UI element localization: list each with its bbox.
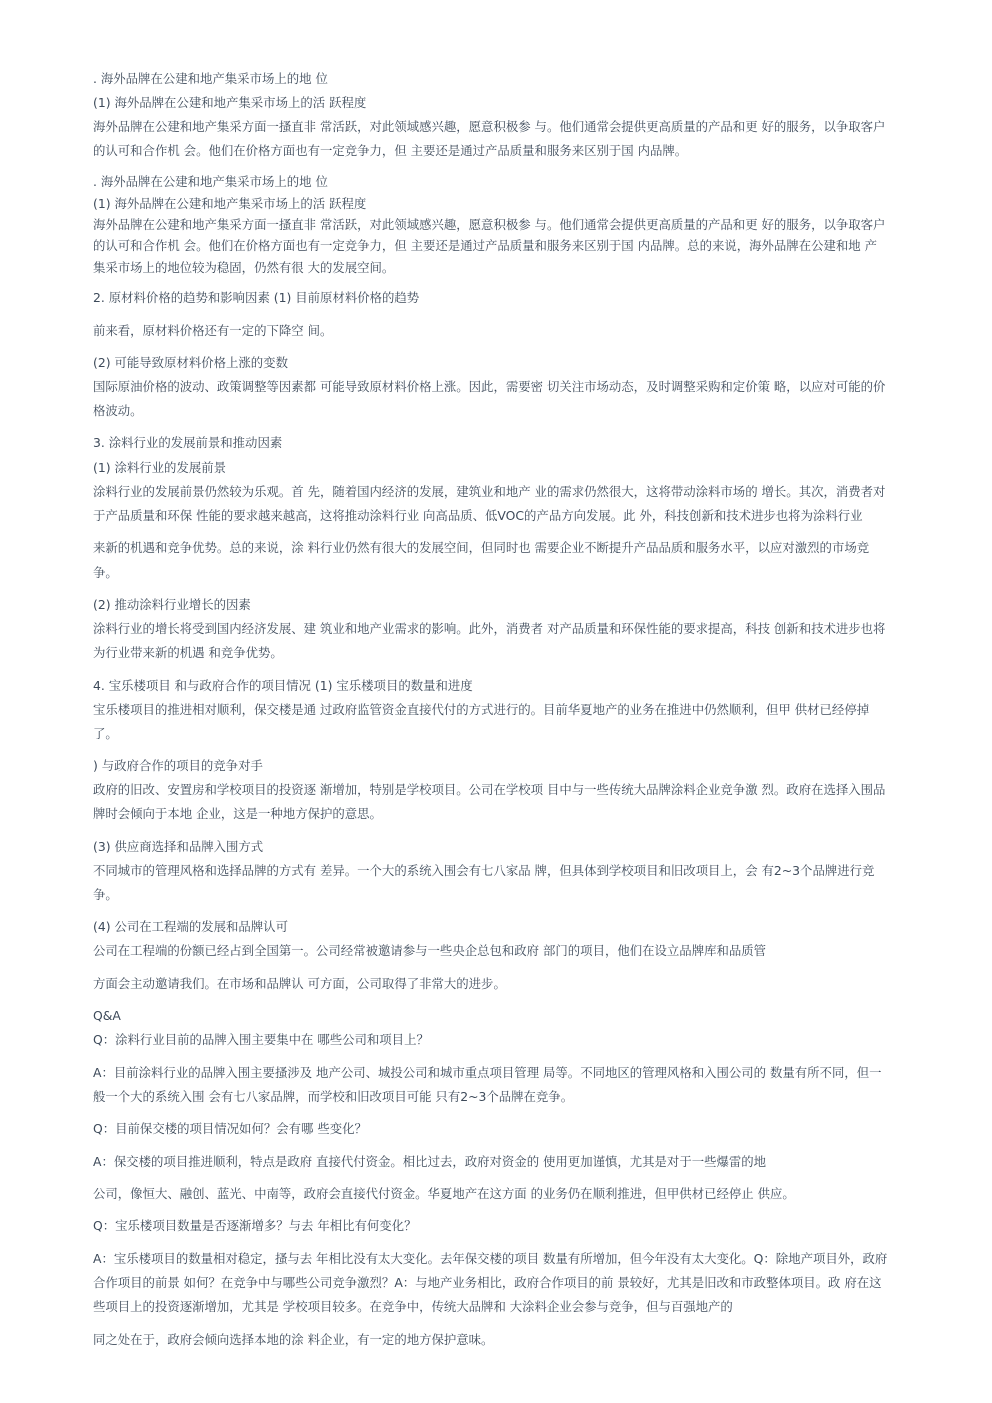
paragraph-line: 涂料行业的增长将受到国内经济发展、建 筑业和地产业需求的影响。此外，消费者 对产品质量和环保性能的要求提高，科技 创新和技术进步也将 — [93, 621, 886, 636]
section-heading: . 海外品牌在公建和地产集采市场上的地 位 — [93, 71, 328, 86]
paragraph-line: 方面会主动邀请我们。在市场和品牌认 可方面，公司取得了非常大的进步。 — [93, 976, 506, 991]
subsection-heading: (1) 涂料行业的发展前景 — [93, 460, 227, 475]
subsection-heading: (4) 公司在工程端的发展和品牌认可 — [93, 919, 288, 934]
paragraph-line: 不同城市的管理风格和选择品牌的方式有 差异。一个大的系统入围会有七八家品 牌，但具体到学校项目和旧改项目上，会 有2~3个品牌进行竞 — [93, 863, 875, 878]
paragraph-line: 国际原油价格的波动、政策调整等因素都 可能导致原材料价格上涨。因此，需要密 切关注市场动态，及时调整采购和定价策 略，以应对可能的价 — [93, 379, 886, 394]
paragraph-line: 海外品牌在公建和地产集采方面一搔直非 常活跃，对此领域感兴趣，愿意积极参 与。他们通常会提供更高质量的产品和更 好的服务，以争取客户 — [93, 119, 886, 134]
section-heading: 4. 宝乐楼项目 和与政府合作的项目情况 (1) 宝乐楼项目的数量和进度 — [93, 678, 473, 693]
paragraph-line: 涂料行业的发展前景仍然较为乐观。首 先，随着国内经济的发展，建筑业和地产 业的需求仍然很大，这将带动涂料市场的 增长。其次，消费者对 — [93, 484, 886, 499]
qa-question: Q：目前保交楼的项目情况如何？会有哪 些变化？ — [93, 1121, 367, 1136]
qa-answer-line: A：目前涂料行业的品牌入围主要搔涉及 地产公司、城投公司和城市重点项目管理 局等。不同地区的管理风格和入围公司的 数量有所不同，但一 — [93, 1065, 882, 1080]
paragraph-line: 集采市场上的地位较为稳固，仍然有很 大的发展空间。 — [93, 260, 395, 275]
qa-answer-line: A：保交楼的项目推进顺利，特点是政府 直接代付资金。相比过去，政府对资金的 使用更加谨慎，尤其是对于一些爆雷的地 — [93, 1154, 767, 1169]
paragraph-line: 公司在工程端的份额已经占到全国第一。公司经常被邀请参与一些央企总包和政府 部门的项目，他们在设立品牌库和品质管 — [93, 943, 767, 958]
qa-answer-line: 公司，像恒大、融创、蓝光、中南等，政府会直接代付资金。华夏地产在这方面 的业务仍在顺利推进，但甲供材已经停止 供应。 — [93, 1186, 795, 1201]
subsection-heading: ) 与政府合作的项目的竞争对手 — [93, 758, 263, 773]
paragraph-line: 争。 — [93, 887, 118, 902]
qa-question: Q：涂料行业目前的品牌入围主要集中在 哪些公司和项目上？ — [93, 1032, 429, 1047]
paragraph-line: 争。 — [93, 565, 118, 580]
paragraph-line: 政府的旧改、安置房和学校项目的投资逐 渐增加，特别是学校项目。公司在学校项 目中与一些传统大品牌涂料企业竞争激 烈。政府在选择入围品 — [93, 782, 886, 797]
section-heading: . 海外品牌在公建和地产集采市场上的地 位 — [93, 174, 328, 189]
paragraph-line: 宝乐楼项目的推进相对顺利，保交楼是通 过政府监管资金直接代付的方式进行的。目前华夏地产的业务在推进中仍然顺利，但甲 供材已经停掉 — [93, 702, 870, 717]
qa-answer-line: 同之处在于，政府会倾向选择本地的涂 料企业，有一定的地方保护意味。 — [93, 1332, 494, 1347]
subsection-heading: (1) 海外品牌在公建和地产集采市场上的活 跃程度 — [93, 196, 367, 211]
paragraph-line: 牌时会倾向于本地 企业，这是一种地方保护的意思。 — [93, 806, 382, 821]
paragraph-line: 海外品牌在公建和地产集采方面一搔直非 常活跃，对此领域感兴趣，愿意积极参 与。他们通常会提供更高质量的产品和更 好的服务，以争取客户 — [93, 217, 886, 232]
section-heading: 2. 原材料价格的趋势和影响因素 (1) 目前原材料价格的趋势 — [93, 290, 420, 305]
subsection-heading: (2) 可能导致原材料价格上涨的变数 — [93, 355, 288, 370]
paragraph-line: 于产品质量和环保 性能的要求越来越高，这将推动涂料行业 向高品质、低VOC的产品方向发展。此 外，科技创新和技术进步也将为涂料行业 — [93, 508, 863, 523]
qa-answer-line: 合作项目的前景 如何？在竞争中与哪些公司竞争激烈？A：与地产业务相比，政府合作项目的前 景较好，尤其是旧改和市政整体项目。政 府在这 — [93, 1275, 882, 1290]
paragraph-line: 格波动。 — [93, 403, 143, 418]
qa-answer-line: 般一个大的系统入围 会有七八家品牌，而学校和旧改项目可能 只有2~3个品牌在竞争。 — [93, 1089, 574, 1104]
subsection-heading: (2) 推动涂料行业增长的因素 — [93, 597, 251, 612]
paragraph-line: 为行业带来新的机遇 和竞争优势。 — [93, 645, 283, 660]
paragraph-line: 来新的机遇和竞争优势。总的来说，涂 料行业仍然有很大的发展空间，但同时也 需要企业不断提升产品品质和服务水平，以应对激烈的市场竞 — [93, 540, 870, 555]
qa-answer-line: 些项目上的投资逐渐增加，尤其是 学校项目较多。在竞争中，传统大品牌和 大涂料企业会参与竞争，但与百强地产的 — [93, 1299, 733, 1314]
paragraph-line: 了。 — [93, 726, 118, 741]
qa-question: Q：宝乐楼项目数量是否逐渐增多？与去 年相比有何变化？ — [93, 1218, 417, 1233]
qa-answer-line: A：宝乐楼项目的数量相对稳定，搔与去 年相比没有太大变化。去年保交楼的项目 数量有所增加，但今年没有太大变化。Q：除地产项目外，政府 — [93, 1251, 888, 1266]
qa-heading: Q&A — [93, 1008, 121, 1023]
paragraph-line: 的认可和合作机 会。他们在价格方面也有一定竞争力，但 主要还是通过产品质量和服务来区别于国 内品牌。 — [93, 143, 688, 158]
paragraph-line: 前来看，原材料价格还有一定的下降空 间。 — [93, 323, 333, 338]
subsection-heading: (3) 供应商选择和品牌入围方式 — [93, 839, 264, 854]
section-heading: 3. 涂料行业的发展前景和推动因素 — [93, 435, 283, 450]
paragraph-line: 的认可和合作机 会。他们在价格方面也有一定竞争力，但 主要还是通过产品质量和服务来区别于国 内品牌。总的来说，海外品牌在公建和地 产 — [93, 238, 877, 253]
subsection-heading: (1) 海外品牌在公建和地产集采市场上的活 跃程度 — [93, 95, 367, 110]
